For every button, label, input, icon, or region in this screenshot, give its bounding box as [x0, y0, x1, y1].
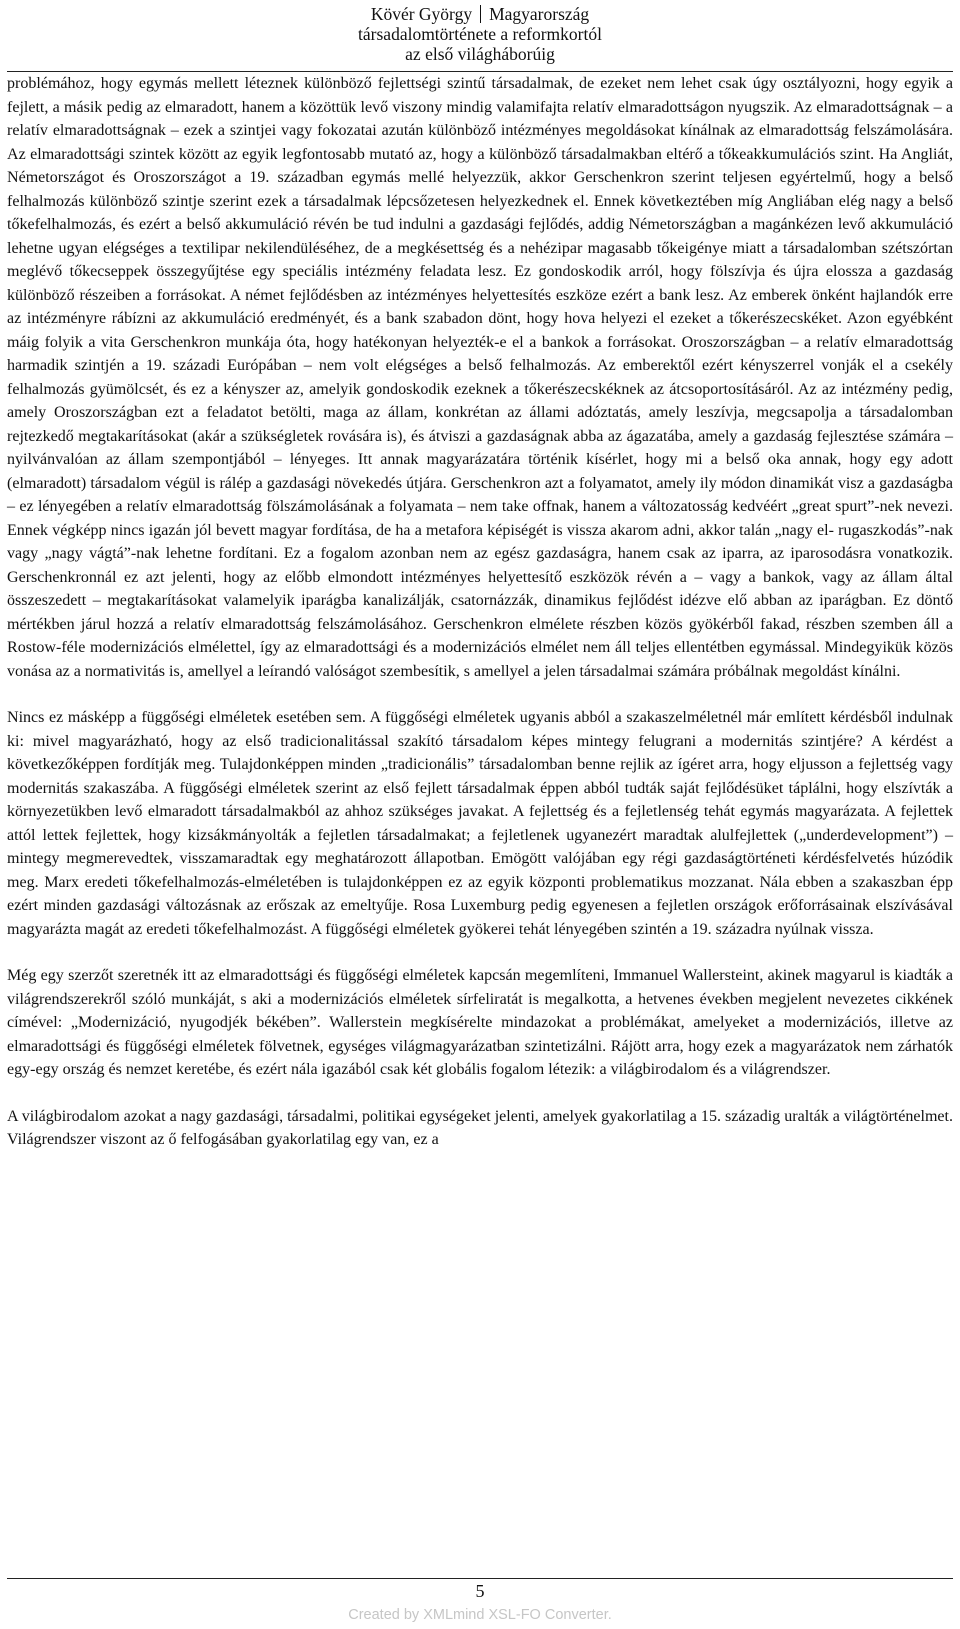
footer-divider [7, 1578, 953, 1579]
header-title-line2: társadalomtörténete a reformkortól [358, 24, 602, 44]
paragraph-2: Nincs ez másképp a függőségi elméletek esetében sem. A függőségi elméletek ugyanis abból a szakaszelméletnél már említett kérdésből indulnak ki: mivel magyarázható, hogy az első tradicionalitással szakító társadalom képes mintegy felugrani a modernitás szintjére? A kérdést a következőképpen fordítják meg. Tulajdonképpen minden „tradicionális” társadalomban benne rejlik az ígéret arra, hogy eljusson a fejlettség vagy modernitás szakaszába. A függőségi elméletek szerint az első fejlett társadalmak éppen abból tudták saját fejlődésüket táplálni, hogy elszívták a környezetükben levő elmaradott társadalmakból az ahhoz szükséges javakat. A fejlettség és a fejletlenség tehát egymás magyarázata. A fejlettek attól lettek fejlettek, hogy kizsákmányolták a fejletlen társadalmakat; a fejletlenek ugyanezért maradtak alulfejlettek („underdevelopment”) – mintegy megmerevedtek, visszamaradtak egy meghatározott állapotban. Emögött valójában egy régi gazdaságtörténeti kérdésfelvetés húzódik meg. Marx eredeti tőkefelhalmozás-elméletében is tulajdonképpen ez az egyik központi problematikus mozzanat. Nála ebben a szakaszban épp ezért minden gazdasági változásnak az erőszak az emeltyűje. Rosa Luxemburg pedig egyenesen a fejletlen országok erőforrásainak elszívásával magyarázta magát az eredeti tőkefelhalmozást. A függőségi elméletek gyökerei tehát lényegében szintén a 19. századra nyúlnak vissza. [7, 709, 953, 938]
running-header [0, 4, 960, 64]
header-author: Kövér György [370, 4, 473, 24]
header-title-line3: az első világháborúig [405, 44, 555, 64]
header-line-author-topic [0, 4, 960, 24]
paragraph-1: problémához, hogy egymás mellett léteznek különböző fejlettségi szintű társadalmak, de ezeket nem lehet csak úgy osztályozni, hogy egyik a fejlett, a másik pedig az elmaradott, hanem a közöttük levő viszony mindig valamifajta relatív elmaradottságon nyugszik. Az elmaradottságnak – a relatív elmaradottságnak – ezek a szintjei vagy fokozatai azután különböző intézményes megoldásokat kínálnak az elmaradottság felszámolására. Az elmaradottsági szintek között az egyik legfontosabb mutató az, hogy a különböző társadalmakban eltérő a tőkeakkumulációs szint. Ha Angliát, Németországot és Oroszországot a 19. században egymás mellé helyezzük, akkor Gerschenkron szerint teljesen egyértelmű, hogy a belső felhalmozás különböző szintje szerint ezek a társadalmak lépcsőzetesen helyezkednek el. Ennek következtében míg Angliában elég nagy a belső tőkefelhalmozás, és ezért a belső akkumuláció révén be tud indulni a gazdasági fejlődés, addig Németországban a magánkézen levő akkumuláció lehetne ugyan elégséges a textilipar nekilendüléséhez, de a megkésettség és a nehézipar magasabb tőkeigénye miatt a társadalomban szétszórtan meglévő tőkecseppek összegyűjtése egy speciális intézmény feladata lesz. Ez gondoskodik arról, hogy fölszívja és újra elossza a gazdaság különböző részeiben a forrásokat. A német fejlődésben az intézményes helyettesítés eszköze ezért a bank lesz. Az emberek önként hajlandók erre az intézményre rábízni az akkumuláció eredményét, és a bank szabadon dönt, hogy hova helyezi el ezeket a tőkerészecskéket. Azon egyébként máig folyik a vita Gerschenkron munkája óta, hogy hatékonyan helyezték-e el a bankok a forrásokat. Oroszországban – a relatív elmaradottság harmadik szintjén a 19. századi Európában – nem volt elégséges a belső felhalmozás. Az emberektől ezért kényszerrel vonják el a csekély felhalmozás gyümölcsét, és ez a kényszer az, amelyik gondoskodik ezeknek a tőkerészecskéknek az átcsoportosításáról. Az az intézmény pedig, amely Oroszországban ezt a feladatot betölti, maga az állam, konkrétan az állami adóztatás, amely leszívja, megcsapolja a társadalomban rejtezkedő megtakarításokat (akár a szükségletek rovására is), és átviszi a gazdaságnak abba az ágazatába, amely a gazdaság fejlesztése számára – nyilvánvalóan az állam szempontjából – lényeges. Itt annak magyarázatára történik kísérlet, hogy mi a belső oka annak, hogy egy adott (elmaradott) társadalom végül is rálép a gazdasági növekedés útjára. Gerschenkron azt a folyamatot, amely ily módon dinamikát visz a gazdaságba – ez lényegében a relatív elmaradottság fölszámolásának a folyamata – nem take offnak, hanem a változatosság kedvéért „great spurt”-nek nevezi. Ennek végképp nincs igazán jól bevett magyar fordítása, de ha a metafora képiségét is vissza akarom adni, akkor talán „nagy el- rugaszkodás”-nak vagy „nagy vágtá”-nak lehetne fordítani. Ez a fogalom azonban nem az egész gazdaságra, hanem csak az iparra, az iparosodásra vonatkozik. Gerschenkronnál ez azt jelenti, hogy az előbb elmondott intézményes helyettesítő eszközök révén a – vagy a bankok, vagy az állam által összeszedett – megtakarításokat valamelyik iparágba kanalizálják, csatornázzák, dinamikus fejlődést idézve elő abban az iparágban. Ez döntő mértékben járul hozzá a relatív elmaradottság felszámolásához. Gerschenkron elmélete részben közös gyökérből fakad, részben szemben áll a Rostow-féle modernizációs elmélettel, így az elmaradottsági és a modernizációs elmélet nem áll teljes ellentétben egymással. Mindegyikük közös vonása az a normativitás is, amellyel a leírandó valóságot szembesítik, s amellyel a jelen társadalmai számára próbálnak megoldást kínálni. [7, 75, 953, 680]
converter-credit: Created by XMLmind XSL-FO Converter. [348, 1607, 612, 1623]
header-topic: Magyarország [489, 4, 590, 24]
paragraph-3: Még egy szerzőt szeretnék itt az elmaradottsági és függőségi elméletek kapcsán megemlíteni, Immanuel Wallersteint, akinek magyarul is kiadták a világrendszerekről szóló munkáját, s aki a modernizációs elméletek sírfeliratát is megalkotta, a hetvenes években megjelent nevezetes cikkének címével: „Modernizáció, nyugodjék békében”. Wallerstein megkísérelte mindazokat a problémákat, amelyeket a modernizációs, illetve az elmaradottsági és függőségi elméletek fölvetnek, egységes világmagyarázatban szintetizálni. Rájött arra, hogy ezek a magyarázatok nem zárhatók egy-egy ország és nemzet keretébe, és ezért nála igazából csak két globális fogalom létezik: a világbirodalom és a világrendszer. [7, 967, 953, 1078]
page-number: 5 [475, 1581, 485, 1601]
paragraph-4: A világbirodalom azokat a nagy gazdasági, társadalmi, politikai egységeket jelenti, amelyek gyakorlatilag a 15. századig uralták a világtörténelmet. Világrendszer viszont az ő felfogásában gyakorlatilag egy van, ez a [7, 1107, 953, 1148]
body-text [7, 72, 953, 1152]
